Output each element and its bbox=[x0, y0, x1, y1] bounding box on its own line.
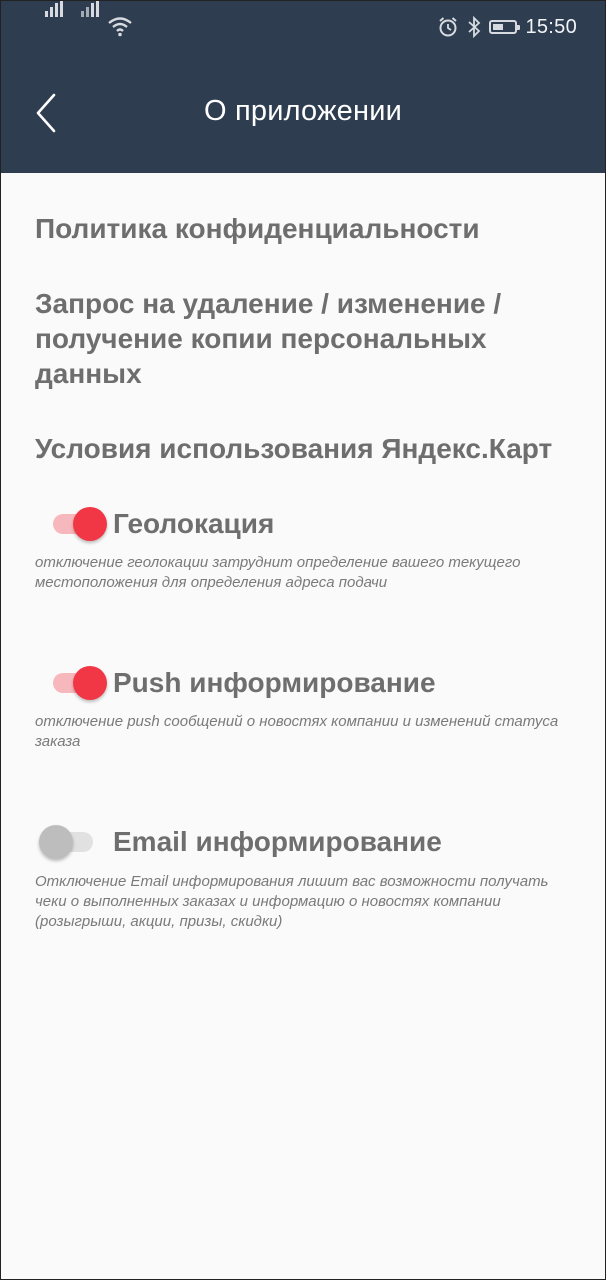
status-time: 15:50 bbox=[525, 15, 577, 38]
geolocation-label: Геолокация bbox=[113, 508, 275, 539]
bluetooth-icon bbox=[467, 16, 481, 38]
toggle-knob bbox=[73, 507, 107, 541]
app-bar bbox=[1, 57, 605, 173]
email-notifications-label: Email информирование bbox=[113, 826, 442, 857]
alarm-icon bbox=[437, 16, 459, 38]
status-bar bbox=[1, 1, 605, 57]
geolocation-description: отключение геолокации затруднит определение вашего текущего местоположения для определения адреса подачи bbox=[35, 554, 521, 591]
status-right bbox=[437, 14, 577, 40]
email-notifications-toggle[interactable] bbox=[39, 823, 99, 863]
battery-icon bbox=[489, 20, 517, 34]
personal-data-request-link[interactable]: Запрос на удаление / изменение / получение копии персональных данных bbox=[35, 288, 502, 389]
email-notifications-description: Отключение Email информирования лишит вас возможности получать чеки о выполненных заказах и информацию о новостях компании (розыгрыши, акции, призы, скидки) bbox=[35, 873, 549, 930]
yandex-maps-terms-link[interactable]: Условия использования Яндекс.Карт bbox=[35, 433, 553, 464]
geolocation-toggle[interactable] bbox=[39, 505, 99, 545]
push-notifications-toggle[interactable] bbox=[39, 664, 99, 704]
page-title: О приложении bbox=[203, 95, 403, 127]
toggle-knob bbox=[73, 666, 107, 700]
wifi-icon bbox=[107, 15, 133, 37]
privacy-policy-link[interactable]: Политика конфиденциальности bbox=[35, 213, 480, 244]
push-notifications-label: Push информирование bbox=[113, 667, 436, 698]
toggle-knob bbox=[39, 825, 73, 859]
push-notifications-description: отключение push сообщений о новостях компании и изменений статуса заказа bbox=[35, 713, 559, 750]
